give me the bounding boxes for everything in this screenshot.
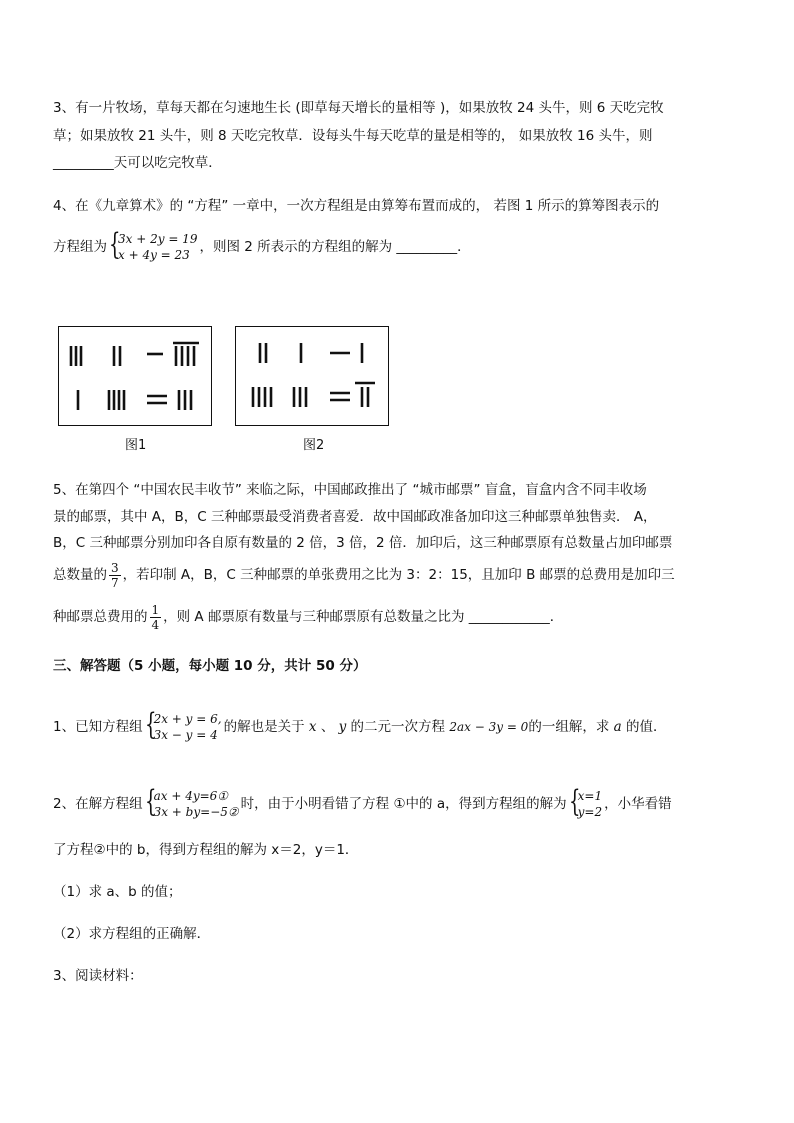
s1-mid2: 的二元一次方程	[350, 719, 446, 735]
s2-sol2: y=2	[577, 805, 603, 819]
section-3-heading: 三、解答题（5 小题，每小题 10 分，共计 50 分）	[53, 658, 367, 674]
fraction-denominator: 4	[151, 617, 160, 632]
s2-post: ，小华看错	[604, 796, 672, 812]
fraction-numerator: 3	[111, 560, 119, 575]
fraction-denominator: 7	[111, 575, 119, 590]
s2-part-2: （2）求方程组的正确解．	[53, 926, 211, 942]
s1-eq1: 2x + y = 6,	[153, 712, 222, 726]
s1-line	[53, 709, 666, 745]
fraction-numerator: 1	[151, 602, 160, 617]
brace-icon: {	[109, 227, 121, 262]
s2-line-1	[53, 786, 672, 822]
s1-var-x: x	[308, 719, 317, 735]
counting-rods-figure-1-icon	[59, 327, 211, 425]
q5-line-4-post: ，若印制 A，B，C 三种邮票的单张费用之比为 3：2：15，且加印 B 邮票的总费用是加印三	[122, 567, 675, 583]
s2-sol1: x=1	[577, 789, 603, 803]
q4-equation-system	[109, 227, 198, 263]
s2-line-2: 了方程②中的 b，得到方程组的解为 x＝2，y＝1．	[53, 842, 359, 858]
counting-rods-figure-2-icon	[236, 327, 388, 425]
brace-icon: {	[144, 707, 157, 742]
s1-equation: 2ax − 3y = 0	[449, 720, 529, 734]
q5-line-4	[53, 558, 675, 592]
s1-end: 的值．	[625, 719, 667, 735]
q4-text-post: ，则图 2 所表示的方程组的解为 _________．	[199, 239, 471, 255]
brace-icon: {	[568, 784, 581, 819]
q5-line-5	[53, 600, 563, 634]
q5-line-3: B，C 三种邮票分别加印各自原有数量的 2 倍，3 倍，2 倍．加印后，这三种邮票原有总数量占加印邮票	[53, 535, 673, 551]
q3-line-1: 3、有一片牧场，草每天都在匀速地生长 (即草每天增长的量相等 )，如果放牧 24 头牛，则 6 天吃完牧	[53, 100, 664, 116]
q5-line-2: 景的邮票，其中 A，B，C 三种邮票最受消费者喜爱．故中国邮政准备加印这三种邮票单独售卖． A，	[53, 509, 657, 525]
figure-2-counting-rods	[235, 326, 389, 426]
q4-line-1: 4、在《九章算术》的 “方程” 一章中，一次方程组是由算筹布置而成的， 若图 1 所示的算筹图表示的	[53, 198, 660, 214]
s2-part-1: （1）求 a、b 的值；	[53, 884, 182, 900]
s2-mid: 时，由于小明看错了方程 ①中的 a，得到方程组的解为	[240, 796, 567, 812]
q4-eq1: 3x + 2y = 19	[118, 232, 198, 246]
q3-line-2: 草；如果放牧 21 头牛，则 8 天吃完牧草．设每头牛每天吃草的量是相等的， 如果放牧 16 头牛，则	[53, 128, 653, 144]
s2-equation-system	[144, 784, 239, 820]
s1-var-a: a	[613, 719, 622, 735]
q5-line-5-pre: 种邮票总费用的	[53, 609, 148, 625]
s1-pre: 1、已知方程组	[53, 719, 143, 735]
figure-1-counting-rods	[58, 326, 212, 426]
q5-line-4-pre: 总数量的	[53, 567, 107, 583]
s2-pre: 2、在解方程组	[53, 796, 143, 812]
s2-eq1: ax + 4y=6①	[153, 789, 229, 803]
s2-eq2: 3x + by=−5②	[153, 805, 239, 819]
s2-wrong-solution	[568, 784, 603, 820]
s1-equation-system	[144, 707, 222, 743]
s1-sep: 、	[320, 719, 335, 735]
q3-line-3: _________天可以吃完牧草．	[53, 155, 222, 171]
s1-mid1: 的解也是关于	[223, 719, 305, 735]
brace-icon: {	[144, 784, 157, 819]
s3-line: 3、阅读材料：	[53, 968, 143, 984]
q5-line-1: 5、在第四个 “中国农民丰收节” 来临之际，中国邮政推出了 “城市邮票” 盲盒，盲盒内含不同丰收场	[53, 482, 647, 498]
q4-text-pre: 方程组为	[53, 239, 107, 255]
q4-line-2	[53, 229, 471, 265]
q5-line-5-post: ，则 A 邮票原有数量与三种邮票原有总数量之比为 ____________．	[163, 609, 564, 625]
fraction-1-4	[150, 603, 162, 632]
figure-1-caption: 图1	[125, 438, 147, 453]
s1-var-y: y	[338, 719, 347, 735]
fraction-3-7	[109, 561, 121, 590]
q4-eq2: x + 4y = 23	[118, 248, 190, 262]
s1-eq2: 3x − y = 4	[153, 728, 218, 742]
s1-post: 的一组解，求	[528, 719, 610, 735]
figure-2-caption: 图2	[303, 438, 325, 453]
